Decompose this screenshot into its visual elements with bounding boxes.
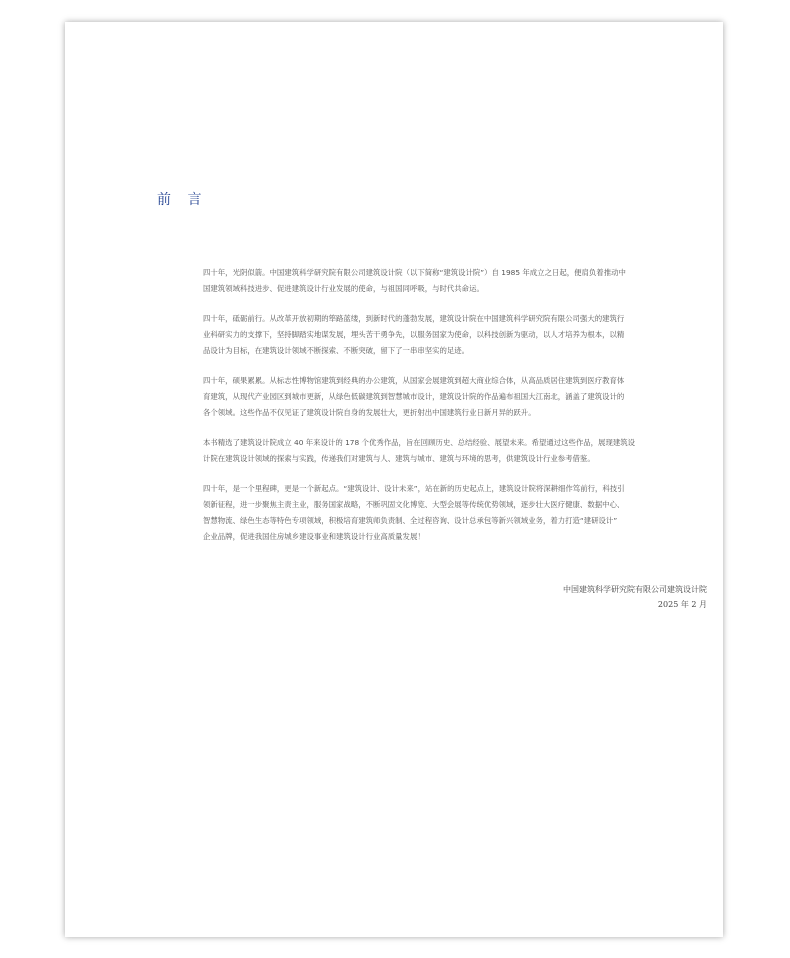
page-title: 前 言 — [157, 192, 208, 208]
paragraph-line: 本书精选了建筑设计院成立 40 年来设计的 178 个优秀作品，旨在回顾历史、总结经验、展望未来。希望通过这些作品，展现建筑设 — [203, 438, 636, 447]
paragraph-line: 四十年，硕果累累。从标志性博物馆建筑到经典的办公建筑，从国家会展建筑到超大商业综合体，从高品质居住建筑到医疗教育体 — [203, 376, 625, 385]
signature-block — [563, 582, 707, 612]
paragraph-line: 品设计为目标，在建筑设计领域不断探索、不断突破，留下了一串串坚实的足迹。 — [203, 346, 470, 355]
paragraph-line: 企业品牌，促进我国住房城乡建设事业和建筑设计行业高质量发展！ — [203, 532, 425, 541]
paragraph — [203, 435, 636, 467]
paragraph — [203, 265, 626, 297]
preface-body — [203, 265, 636, 559]
paragraph-line: 四十年，光阴似箭。中国建筑科学研究院有限公司建筑设计院（以下简称“建筑设计院”）自 1985 年成立之日起，便肩负着推动中 — [203, 268, 626, 277]
paragraph — [203, 311, 625, 359]
paragraph — [203, 373, 625, 421]
document-page — [65, 22, 723, 937]
paragraph-line: 各个领域。这些作品不仅见证了建筑设计院自身的发展壮大，更折射出中国建筑行业日新月异的跃升。 — [203, 408, 536, 417]
paragraph-line: 业科研实力的支撑下，坚持脚踏实地谋发展，埋头苦干勇争先，以服务国家为使命，以科技创新为驱动，以人才培养为根本，以精 — [203, 330, 625, 339]
paragraph-line: 智慧物流、绿色生态等特色专项领域，积极培育建筑师负责制、全过程咨询、设计总承包等新兴领域业务，着力打造“建研设计” — [203, 516, 618, 525]
paragraph-line: 四十年，砥砺前行。从改革开放初期的筚路蓝缕，到新时代的蓬勃发展，建筑设计院在中国建筑科学研究院有限公司强大的建筑行 — [203, 314, 625, 323]
paragraph-line: 育建筑，从现代产业园区到城市更新，从绿色低碳建筑到智慧城市设计，建筑设计院的作品遍布祖国大江南北，涵盖了建筑设计的 — [203, 392, 625, 401]
paragraph-line: 领新征程，进一步聚焦主责主业，服务国家战略，不断巩固文化博览、大型会展等传统优势领域，逐步壮大医疗健康、数据中心、 — [203, 500, 625, 509]
signature-date: 2025 年 2 月 — [657, 600, 707, 609]
paragraph-line: 国建筑领域科技进步、促进建筑设计行业发展的使命，与祖国同呼吸，与时代共命运。 — [203, 284, 484, 293]
paragraph-line: 四十年，是一个里程碑，更是一个新起点。“建筑设计、设计未来”，站在新的历史起点上，建筑设计院将深耕细作笃前行，科技引 — [203, 484, 625, 493]
signature-org: 中国建筑科学研究院有限公司建筑设计院 — [563, 585, 707, 594]
paragraph — [203, 481, 625, 545]
paragraph-line: 计院在建筑设计领域的探索与实践，传递我们对建筑与人、建筑与城市、建筑与环境的思考，供建筑设计行业参考借鉴。 — [203, 454, 595, 463]
